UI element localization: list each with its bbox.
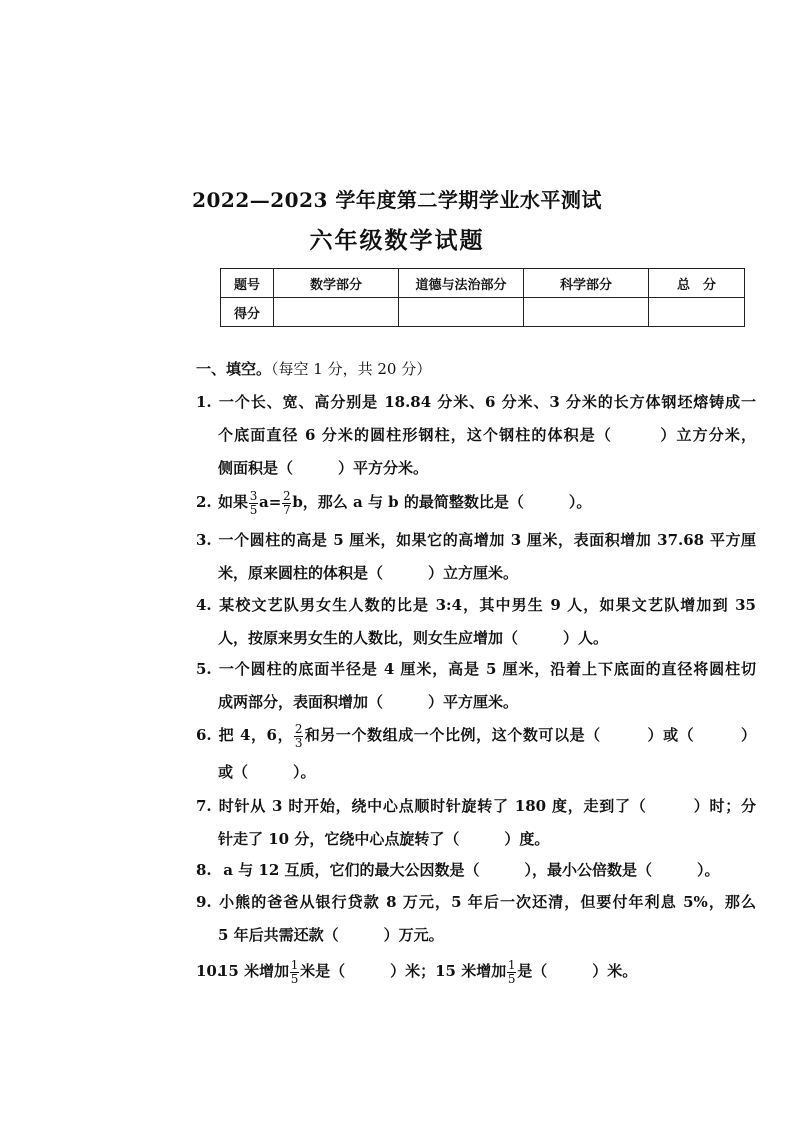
- question-text: 人，按原来男女生的人数比，则女生应增加（ ）人。: [218, 629, 609, 647]
- fraction: [507, 959, 516, 986]
- question-number: 10.: [196, 962, 223, 980]
- header-science: 科学部分: [524, 269, 649, 298]
- score-table-score-row: [221, 298, 745, 327]
- question-text: 米，原来圆柱的体积是（ ）立方厘米。: [218, 564, 519, 582]
- question-7: [196, 790, 756, 856]
- question-2: [196, 486, 756, 519]
- question-3: [196, 524, 756, 590]
- header-math: 数学部分: [274, 269, 399, 298]
- score-cell-math[interactable]: [274, 298, 399, 327]
- question-1: [196, 386, 756, 485]
- question-text: 15 米增加: [218, 962, 290, 980]
- header-ethics: 道德与法治部分: [399, 269, 524, 298]
- question-text: 和另一个数组成一个比例，这个数可以是（ ）或（ ）: [304, 726, 756, 744]
- fraction: [294, 723, 303, 750]
- question-text: 针走了 10 分，它绕中心点旋转了（ ）度。: [218, 830, 550, 848]
- score-table: [220, 268, 745, 327]
- row-label-score: 得分: [221, 298, 274, 327]
- section-note: （每空 1 分，共 20 分）: [271, 360, 432, 378]
- question-number: 6.: [196, 726, 212, 744]
- fraction: [249, 490, 258, 517]
- question-4: [196, 589, 756, 655]
- exam-title: 2022—2023 学年度第二学期学业水平测试: [192, 188, 602, 212]
- question-text: 某校文艺队男女生人数的比是 3:4，其中男生 9 人，如果文艺队增加到 35: [218, 596, 756, 614]
- question-9: [196, 886, 756, 952]
- question-number: 9.: [196, 893, 212, 911]
- question-text: b，那么 a 与 b 的最简整数比是（ ）。: [292, 493, 592, 511]
- question-number: 5.: [196, 660, 212, 678]
- question-10: [196, 955, 756, 988]
- question-text: 5 年后共需还款（ ）万元。: [218, 926, 444, 944]
- fraction-numerator: 1: [507, 957, 516, 972]
- question-8: [196, 854, 756, 887]
- question-text: 时针从 3 时开始，绕中心点顺时针旋转了 180 度，走到了（ ）时；分: [218, 797, 756, 815]
- header-question-no: 题号: [221, 269, 274, 298]
- fraction-numerator: 1: [290, 957, 299, 972]
- question-text: 把 4，6，: [218, 726, 294, 744]
- header-total: 总 分: [649, 269, 745, 298]
- question-text: 小熊的爸爸从银行贷款 8 万元，5 年后一次还清，但要付年利息 5%，那么: [218, 893, 756, 911]
- fraction-numerator: 3: [249, 488, 258, 503]
- question-text: 一个长、宽、高分别是 18.84 分米、6 分米、3 分米的长方体钢坯熔铸成一: [218, 393, 756, 411]
- fraction-numerator: 2: [294, 721, 303, 736]
- exam-subtitle: 六年级数学试题: [309, 227, 485, 254]
- question-number: 1.: [196, 393, 212, 411]
- question-number: 7.: [196, 797, 212, 815]
- question-text: 是（ ）米。: [517, 962, 638, 980]
- question-text: a 与 12 互质，它们的最大公因数是（ ），最小公倍数是（ ）。: [218, 861, 720, 879]
- question-number: 4.: [196, 596, 212, 614]
- score-cell-science[interactable]: [524, 298, 649, 327]
- fraction-numerator: 2: [282, 488, 291, 503]
- question-text: 个底面直径 6 分米的圆柱形钢柱，这个钢柱的体积是（ ）立方分米，: [218, 426, 756, 444]
- question-text: a=: [259, 493, 282, 511]
- question-number: 2.: [196, 493, 212, 511]
- fraction-denominator: 5: [507, 971, 516, 986]
- question-5: [196, 653, 756, 719]
- section-title: 一、填空。: [196, 360, 272, 378]
- question-text: 米是（ ）米；15 米增加: [300, 962, 507, 980]
- fraction: [290, 959, 299, 986]
- section-heading: [196, 358, 431, 379]
- question-text: 成两部分，表面积增加（ ）平方厘米。: [218, 693, 519, 711]
- score-cell-total[interactable]: [649, 298, 745, 327]
- question-text: 如果: [218, 493, 249, 511]
- fraction-denominator: 3: [294, 735, 303, 750]
- score-table-header-row: [221, 269, 745, 298]
- fraction-denominator: 7: [282, 502, 291, 517]
- question-text: 侧面积是（ ）平方分米。: [218, 459, 429, 477]
- question-text: 或（ ）。: [218, 763, 316, 781]
- fraction: [282, 490, 291, 517]
- question-text: 一个圆柱的底面半径是 4 厘米，高是 5 厘米，沿着上下底面的直径将圆柱切: [218, 660, 756, 678]
- fraction-denominator: 5: [290, 971, 299, 986]
- question-number: 8.: [196, 861, 212, 879]
- score-cell-ethics[interactable]: [399, 298, 524, 327]
- question-6: [196, 719, 756, 789]
- question-number: 3.: [196, 531, 212, 549]
- fraction-denominator: 5: [249, 502, 258, 517]
- question-text: 一个圆柱的高是 5 厘米，如果它的高增加 3 厘米，表面积增加 37.68 平方厘: [218, 531, 756, 549]
